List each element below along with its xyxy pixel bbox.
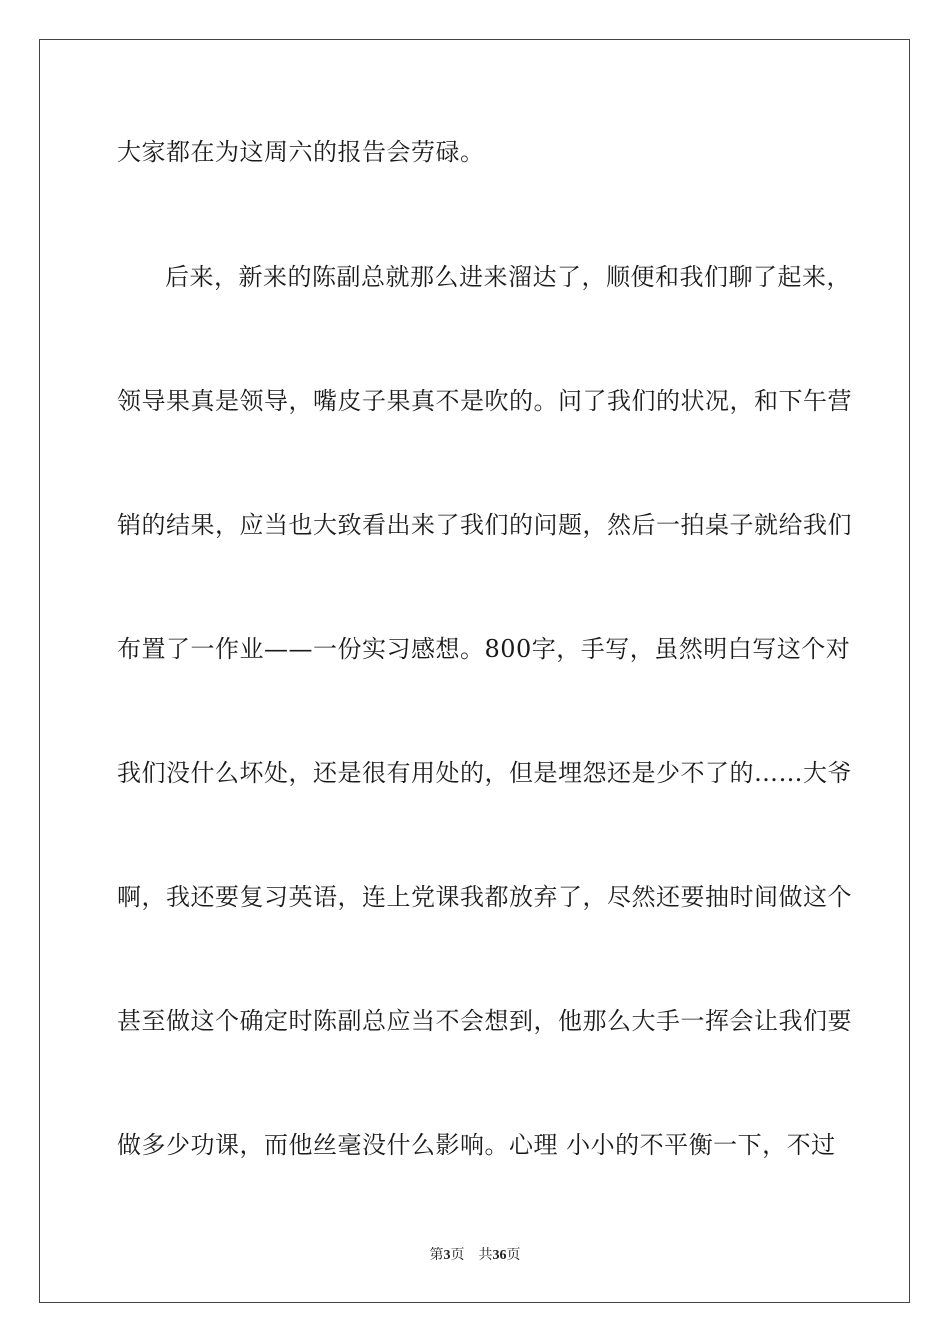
paragraph-line-3: 领导果真是领导，嘴皮子果真不是吹的。问了我们的状况，和下午营 [117,387,852,415]
page-number: 3 [443,1248,451,1263]
paragraph-line-5: 布置了一作业——一份实习感想。800字，手写，虽然明白写这个对 [117,635,851,663]
paragraph-line-6: 我们没什么坏处，还是很有用处的，但是埋怨还是少不了的……大爷 [117,759,852,787]
paragraph-line-8: 甚至做这个确定时陈副总应当不会想到，他那么大手一挥会让我们要 [117,1007,852,1035]
paragraph-line-1: 大家都在为这周六的报告会劳碌。 [117,138,485,166]
page-suffix: 页 [450,1247,465,1263]
paragraph-line-9: 做多少功课，而他丝毫没什么影响。心理 小小的不平衡一下，不过 [117,1131,836,1159]
total-suffix: 页 [506,1247,521,1263]
total-pages: 36 [492,1248,507,1263]
page-prefix: 第 [429,1247,444,1263]
total-prefix: 共 [478,1247,493,1263]
page-border [39,39,910,1303]
paragraph-line-2: 后来，新来的陈副总就那么进来溜达了，顺便和我们聊了起来， [165,263,851,291]
paragraph-line-4: 销的结果，应当也大致看出来了我们的问题，然后一拍桌子就给我们 [117,511,852,539]
page-footer [0,1245,950,1266]
paragraph-line-7: 啊，我还要复习英语，连上党课我都放弃了，尽然还要抽时间做这个 [117,883,852,911]
